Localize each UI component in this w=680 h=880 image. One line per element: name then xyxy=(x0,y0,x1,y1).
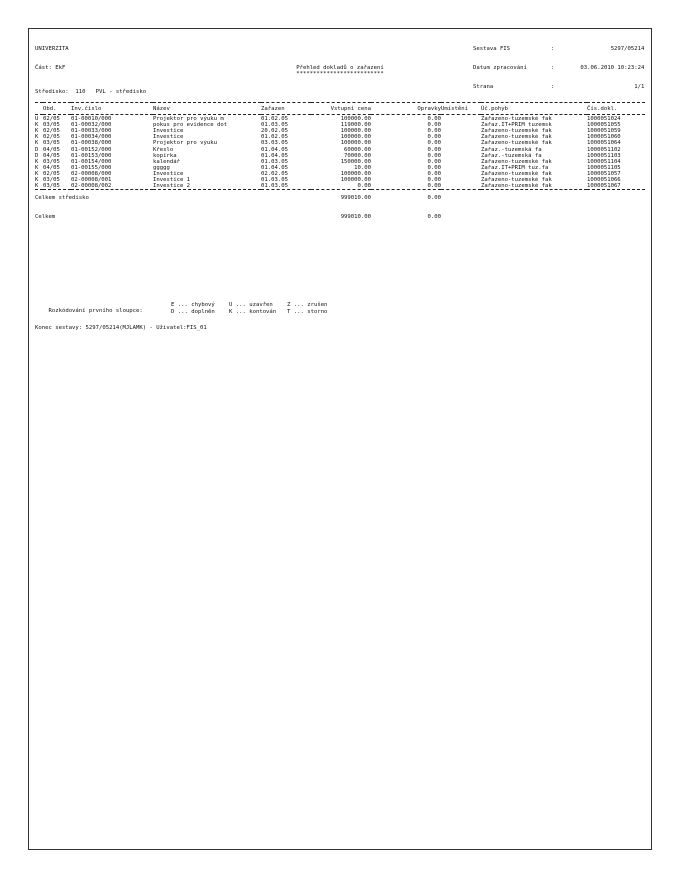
cell-doklad: 1000051024 xyxy=(587,116,621,123)
legend-dots: ... xyxy=(174,302,192,308)
cell-inv: 01-00155/000 xyxy=(71,164,112,171)
report-title-underline: ************************** xyxy=(296,71,384,77)
legend-dots: ... xyxy=(290,302,308,308)
cell-nazev: pokus pro evidence dot xyxy=(153,122,228,129)
cell-flag: K xyxy=(35,164,39,171)
report-footer: Konec sestavy: 5297/05214(MJLAMK) - Uživatel:FIS_01 xyxy=(35,325,207,331)
cell-doklad: 1000051103 xyxy=(587,152,621,159)
cell-doklad: 1000051060 xyxy=(587,134,621,141)
cell-zarazen: 01.04.05 xyxy=(261,152,288,159)
cell-nazev: Investice 1 xyxy=(153,177,191,184)
col-header: Opravky xyxy=(417,106,441,112)
total-label: Celkem středisko xyxy=(35,195,89,202)
page-label: Strana xyxy=(473,83,494,90)
cell-cena: 100000.00 xyxy=(340,116,371,123)
cell-zarazen: 01.03.05 xyxy=(261,122,288,129)
colon: : xyxy=(551,46,555,53)
legend-dots: ... xyxy=(290,309,308,315)
cell-pohyb: Zařazeno-tuzemské fak xyxy=(481,140,552,147)
cell-zarazen: 01.04.05 xyxy=(261,146,288,153)
cell-flag: K xyxy=(35,128,39,135)
cell-obd: 04/05 xyxy=(43,152,60,159)
cell-zarazen: 01.04.05 xyxy=(261,164,288,171)
cell-flag: K xyxy=(35,170,39,177)
cell-nazev: Investice xyxy=(153,134,184,141)
date-label: Datum zpracování xyxy=(473,65,527,72)
legend-item xyxy=(229,309,276,315)
cell-doklad: 1000051102 xyxy=(587,146,621,153)
cell-obd: 02/05 xyxy=(43,116,60,123)
processing-date: 03.06.2010 10:23:24 xyxy=(580,65,645,72)
cell-nazev: Křeslo xyxy=(153,146,174,153)
total-opravky: 0.00 xyxy=(427,195,441,202)
cell-inv: 02-00008/002 xyxy=(71,183,112,190)
totals-section xyxy=(35,195,645,220)
cell-opravky: 0.00 xyxy=(427,122,441,129)
cell-zarazen: 02.02.05 xyxy=(261,170,288,177)
cell-obd: 02/05 xyxy=(43,128,60,135)
cell-zarazen: 03.03.05 xyxy=(261,140,288,147)
cell-inv: 01-00154/000 xyxy=(71,158,112,165)
total-cena: 999010.00 xyxy=(340,214,371,221)
cell-nazev: kopírka xyxy=(153,152,177,159)
cell-doklad: 1000051105 xyxy=(587,164,621,171)
cell-opravky: 0.00 xyxy=(427,158,441,165)
cell-nazev: Investice xyxy=(153,170,184,177)
cell-obd: 03/05 xyxy=(43,158,60,165)
col-header: Umístění xyxy=(441,106,468,112)
cell-zarazen: 01.02.05 xyxy=(261,116,288,123)
col-header: Obd. xyxy=(43,106,57,112)
cell-nazev: kalendář xyxy=(153,158,180,165)
legend-dots: ... xyxy=(232,309,250,315)
cell-opravky: 0.00 xyxy=(427,152,441,159)
cell-inv: 01-00038/000 xyxy=(71,140,112,147)
cell-cena: 100000.00 xyxy=(340,170,371,177)
legend xyxy=(35,302,328,327)
legend-text: chybový xyxy=(191,302,215,308)
legend-code: D xyxy=(171,309,175,315)
legend-code: T xyxy=(287,309,291,315)
cell-nazev: Investice xyxy=(153,128,184,135)
col-header: Čís.dokl. xyxy=(587,106,618,112)
cell-inv: 01-00152/000 xyxy=(71,146,112,153)
cell-cena: 100000.00 xyxy=(340,140,371,147)
legend-text: zrušen xyxy=(307,302,328,308)
report-title: Přehled dokladů o zařazení xyxy=(296,65,384,71)
cell-obd: 03/05 xyxy=(43,122,60,129)
total-cena: 999010.00 xyxy=(340,195,371,202)
org-name: UNIVERZITA xyxy=(35,46,69,53)
legend-item xyxy=(287,309,327,315)
colon: : xyxy=(551,83,555,90)
cell-nazev: Projektor pro výuku xyxy=(153,140,217,147)
col-header: Název xyxy=(153,106,170,112)
table-separator xyxy=(35,190,645,192)
cell-flag: D xyxy=(35,152,39,159)
cell-opravky: 0.00 xyxy=(427,140,441,147)
table-row xyxy=(35,183,645,190)
total-opravky: 0.00 xyxy=(427,214,441,221)
page-number: 1/1 xyxy=(634,83,645,90)
cell-inv: 02-00008/001 xyxy=(71,177,112,184)
colon: : xyxy=(551,65,555,72)
cell-obd: 04/05 xyxy=(43,146,60,153)
cell-flag: K xyxy=(35,183,39,190)
legend-code: E xyxy=(171,302,175,308)
cell-opravky: 0.00 xyxy=(427,128,441,135)
cell-inv: 01-00033/000 xyxy=(71,128,112,135)
cell-obd: 04/05 xyxy=(43,164,60,171)
cell-umisteni xyxy=(441,183,481,190)
cell-flag: K xyxy=(35,158,39,165)
cell-opravky: 0.00 xyxy=(427,146,441,153)
cell-pohyb: Zařaz.-tuzemská fa xyxy=(481,152,542,159)
col-header: Úč.pohyb xyxy=(481,106,508,112)
cell-doklad: 1000051059 xyxy=(587,128,621,135)
cell-pohyb: Zařaz.IT+PRIM tuz.fa xyxy=(481,164,549,171)
cell-pohyb: Zařazeno-tuzemské fak xyxy=(481,134,552,141)
cell-cena: 10.00 xyxy=(354,164,371,171)
cell-zarazen: 01.03.05 xyxy=(261,177,288,184)
cell-opravky: 0.00 xyxy=(427,170,441,177)
cell-obd: 03/05 xyxy=(43,140,60,147)
legend-text: doplněn xyxy=(191,309,215,315)
report-table xyxy=(35,102,645,191)
cell-opravky: 0.00 xyxy=(427,183,441,190)
org-part: Část: EkF xyxy=(35,65,66,72)
legend-item xyxy=(229,302,273,308)
legend-item xyxy=(171,302,215,308)
legend-code: K xyxy=(229,309,233,315)
cell-pohyb: Zařaz.-tuzemská fa xyxy=(481,146,542,153)
cell-pohyb: Zařazeno-tuzemské fak xyxy=(481,183,552,190)
report-label: Sestava FIS xyxy=(473,46,511,53)
legend-item xyxy=(171,309,215,315)
legend-text: kontován xyxy=(249,309,277,315)
col-header: Vstupní cena xyxy=(330,106,371,112)
cell-cena: 100000.00 xyxy=(340,134,371,141)
legend-label: Rozkódování prvního sloupce: xyxy=(48,308,143,315)
report-number: 5297/05214 xyxy=(610,46,645,53)
cell-pohyb: Zařazeno-tuzemské fak xyxy=(481,158,552,165)
cell-obd: 02/05 xyxy=(43,134,60,141)
cell-nazev: ggggg xyxy=(153,164,170,171)
cell-obd: 03/05 xyxy=(43,183,60,190)
cell-doklad: 1000051067 xyxy=(587,183,621,190)
cell-cena: 119000.00 xyxy=(340,122,371,129)
cell-pohyb: Zařazeno-tuzemské fak xyxy=(481,170,552,177)
cell-inv: 01-00010/000 xyxy=(71,116,112,123)
cell-doklad: 1000051104 xyxy=(587,158,621,165)
cell-pohyb: Zařazeno-tuzemské fak xyxy=(481,128,552,135)
cell-pohyb: Zařaz.IT+PRIM tuzemsk xyxy=(481,122,552,129)
cell-opravky: 0.00 xyxy=(427,116,441,123)
total-row xyxy=(35,195,645,201)
cell-flag: D xyxy=(35,146,39,153)
cell-zarazen: 01.03.05 xyxy=(261,183,288,190)
cell-inv: 01-00153/000 xyxy=(71,152,112,159)
legend-dots: ... xyxy=(232,302,250,308)
cell-flag: U xyxy=(35,116,39,123)
cell-doklad: 1000051064 xyxy=(587,140,621,147)
cell-opravky: 0.00 xyxy=(427,177,441,184)
col-header: Inv.číslo xyxy=(71,106,102,112)
legend-code: Z xyxy=(287,302,291,308)
legend-item xyxy=(287,302,327,308)
cost-center: Středisko: 110 PVL - středisko xyxy=(35,89,147,95)
cell-zarazen: 01.02.05 xyxy=(261,134,288,141)
cell-nazev: Projektor pro výuku m xyxy=(153,116,224,123)
legend-text: uzavřen xyxy=(249,302,273,308)
cell-doklad: 1000051057 xyxy=(587,170,621,177)
cell-obd: 02/05 xyxy=(43,170,60,177)
cell-cena: 60000.00 xyxy=(344,146,371,153)
table-header-row xyxy=(35,104,645,115)
legend-dots: ... xyxy=(174,309,192,315)
cell-opravky: 0.00 xyxy=(427,134,441,141)
cell-flag: K xyxy=(35,134,39,141)
cell-cena: 100000.00 xyxy=(340,177,371,184)
cell-pohyb: Zařazeno-tuzemské fak xyxy=(481,177,552,184)
cell-doklad: 1000051055 xyxy=(587,122,621,129)
cell-nazev: Investice 2 xyxy=(153,183,191,190)
cell-opravky: 0.00 xyxy=(427,164,441,171)
cell-inv: 01-00032/000 xyxy=(71,122,112,129)
cell-cena: 150000.00 xyxy=(340,158,371,165)
legend-code: U xyxy=(229,302,233,308)
report-page xyxy=(28,28,652,850)
cell-flag: K xyxy=(35,140,39,147)
cell-flag: K xyxy=(35,177,39,184)
cell-obd: 03/05 xyxy=(43,177,60,184)
cell-pohyb: Zařazeno-tuzemské fak xyxy=(481,116,552,123)
cell-zarazen: 01.03.05 xyxy=(261,158,288,165)
cell-cena: 0.00 xyxy=(357,183,371,190)
cell-inv: 01-00034/000 xyxy=(71,134,112,141)
cell-cena: 100000.00 xyxy=(340,128,371,135)
cell-inv: 02-00008/000 xyxy=(71,170,112,177)
cell-doklad: 1000051066 xyxy=(587,177,621,184)
cell-cena: 70000.00 xyxy=(344,152,371,159)
cell-flag: K xyxy=(35,122,39,129)
total-label: Celkem xyxy=(35,214,56,221)
total-row xyxy=(35,214,645,220)
legend-text: storno xyxy=(307,309,328,315)
cell-zarazen: 20.02.05 xyxy=(261,128,288,135)
col-header: Zařazen xyxy=(261,106,285,112)
